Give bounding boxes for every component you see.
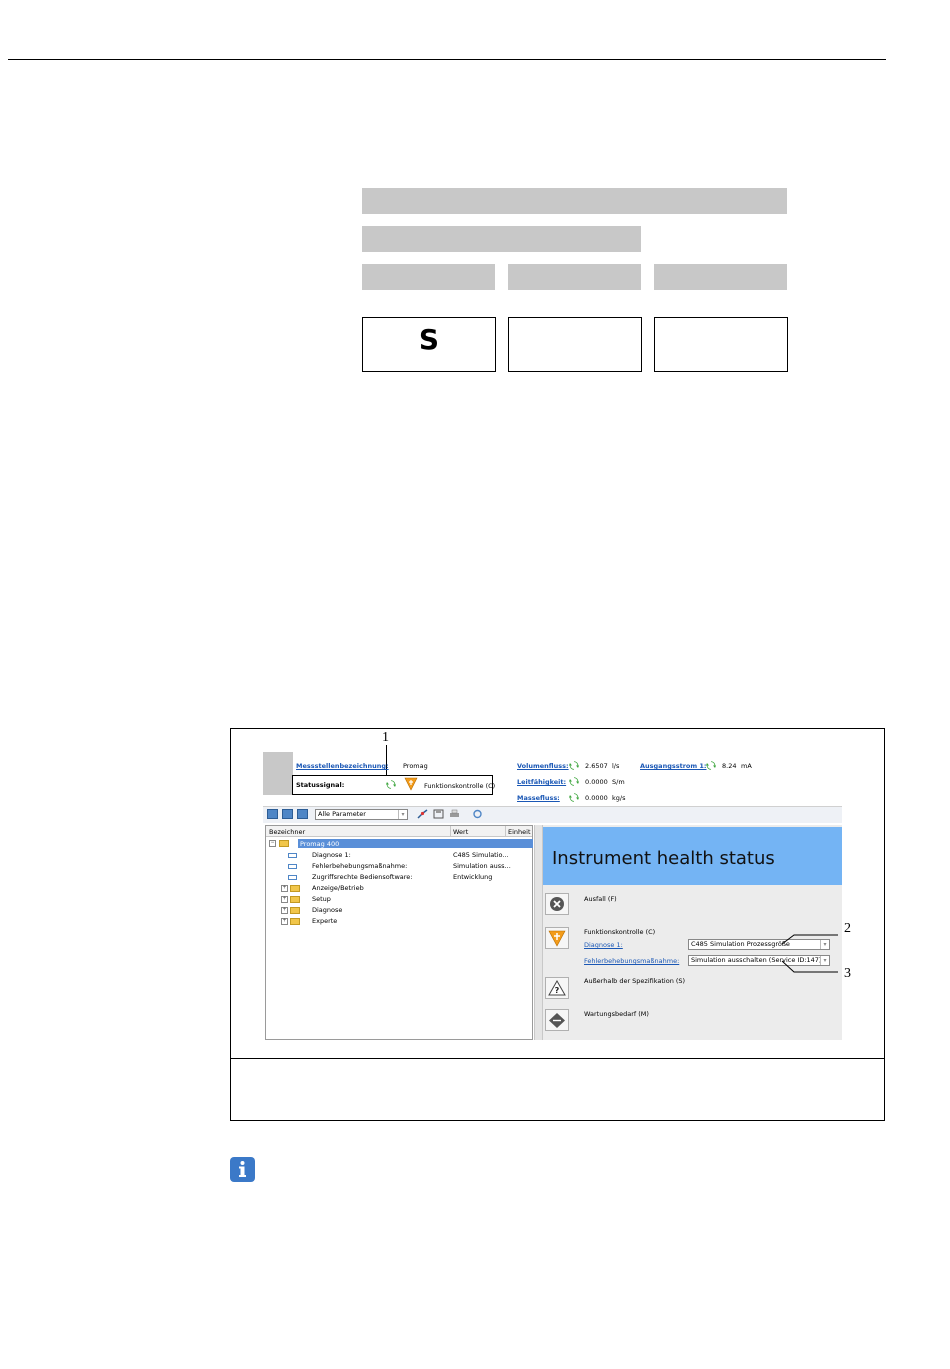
- parameter-filter-value: Alle Parameter: [318, 810, 366, 818]
- collapse-icon[interactable]: −: [270, 840, 275, 846]
- callout-2: 2: [844, 921, 851, 936]
- column-header-wert[interactable]: Wert: [453, 828, 469, 836]
- statussignal-label: Statussignal:: [296, 781, 345, 789]
- chevron-down-icon: ▾: [820, 956, 829, 965]
- volumenfluss-value: 2.6507: [585, 762, 608, 770]
- function-check-icon: [548, 930, 566, 947]
- function-check-status-box: [545, 927, 569, 949]
- expand-icon[interactable]: +: [282, 918, 287, 924]
- callout-1: 1: [382, 730, 389, 745]
- fehlerbehebung-link[interactable]: Fehlerbehebungsmaßnahme:: [584, 957, 680, 965]
- callout-leaders: [780, 925, 845, 985]
- refresh-green-icon: [569, 761, 579, 770]
- tree-folder-label[interactable]: Anzeige/Betrieb: [312, 884, 364, 892]
- failure-status-box: [545, 893, 569, 915]
- wartung-label: Wartungsbedarf (M): [584, 1010, 649, 1018]
- tree-folder-label[interactable]: Experte: [312, 917, 338, 925]
- folder-icon: [290, 907, 300, 914]
- funktionskontrolle-label: Funktionskontrolle (C): [584, 928, 656, 936]
- info-icon: [230, 1157, 255, 1182]
- display-bar-1: [362, 188, 787, 214]
- massefluss-label[interactable]: Massefluss:: [517, 794, 560, 802]
- volumenfluss-label[interactable]: Volumenfluss:: [517, 762, 569, 770]
- expand-icon[interactable]: +: [282, 885, 287, 891]
- status-letter: S: [418, 323, 440, 356]
- ausgangsstrom-value: 8.24: [722, 762, 737, 770]
- health-title: Instrument health status: [552, 848, 775, 869]
- callout-1-line: [386, 745, 387, 775]
- refresh-green-icon: [706, 761, 716, 770]
- connect-icon[interactable]: [417, 809, 428, 819]
- display-bar-3a: [362, 264, 495, 290]
- column-divider: [505, 826, 506, 836]
- panel-splitter[interactable]: [534, 825, 543, 1040]
- refresh-icon[interactable]: [472, 809, 483, 819]
- parameter-icon: [288, 853, 297, 858]
- folder-icon: [290, 885, 300, 892]
- layout-view-3-button[interactable]: [297, 809, 308, 819]
- display-bar-2: [362, 226, 641, 252]
- info-glyph: [230, 1157, 255, 1182]
- chevron-down-icon: ▾: [398, 810, 407, 819]
- leitfaehigkeit-label[interactable]: Leitfähigkeit:: [517, 778, 567, 786]
- display-bar-3c: [654, 264, 787, 290]
- display-bar-3b: [508, 264, 641, 290]
- print-icon[interactable]: [449, 809, 460, 819]
- tree-param-value: Simulation auss...: [453, 862, 511, 870]
- folder-icon: [290, 896, 300, 903]
- top-rule: [8, 59, 886, 60]
- refresh-green-icon: [569, 793, 579, 802]
- tree-root-label: Promag 400: [300, 840, 340, 848]
- failure-x-icon: [549, 896, 565, 912]
- svg-text:?: ?: [554, 986, 560, 995]
- empty-box-2: [508, 317, 642, 372]
- save-icon[interactable]: [433, 809, 444, 819]
- layout-view-2-button[interactable]: [282, 809, 293, 819]
- ausgangsstrom-unit: mA: [741, 762, 752, 770]
- massefluss-value: 0.0000: [585, 794, 608, 802]
- column-header-bezeichner[interactable]: Bezeichner: [269, 828, 306, 836]
- leitfaehigkeit-unit: S/m: [612, 778, 625, 786]
- screenshot-gray-block: [263, 752, 293, 795]
- ausgangsstrom-label[interactable]: Ausgangsstrom 1:: [640, 762, 707, 770]
- tree-param-name[interactable]: Diagnose 1:: [312, 851, 351, 859]
- tree-param-value: C485 Simulatio...: [453, 851, 509, 859]
- out-of-spec-question-icon: [548, 980, 566, 997]
- column-header-einheit[interactable]: Einheit: [508, 828, 531, 836]
- refresh-green-icon: [386, 780, 396, 789]
- messstelle-label[interactable]: Messstellenbezeichnung:: [296, 762, 389, 770]
- expand-icon[interactable]: +: [282, 907, 287, 913]
- column-divider: [450, 826, 451, 836]
- chevron-down-icon: ▾: [820, 940, 829, 949]
- statussignal-value: Funktionskontrolle (C): [424, 782, 496, 790]
- ausfall-label: Ausfall (F): [584, 895, 617, 903]
- folder-open-icon: [279, 840, 289, 847]
- refresh-green-icon: [569, 777, 579, 786]
- messstelle-value: Promag: [403, 762, 428, 770]
- status-symbol-box: [362, 317, 496, 372]
- tree-param-name[interactable]: Fehlerbehebungsmaßnahme:: [312, 862, 408, 870]
- leitfaehigkeit-value: 0.0000: [585, 778, 608, 786]
- out-of-spec-status-box: [545, 977, 569, 999]
- massefluss-unit: kg/s: [612, 794, 626, 802]
- tree-folder-label[interactable]: Diagnose: [312, 906, 343, 914]
- volumenfluss-unit: l/s: [612, 762, 620, 770]
- ausserhalb-label: Außerhalb der Spezifikation (S): [584, 977, 686, 985]
- folder-icon: [290, 918, 300, 925]
- tree-param-value: Entwicklung: [453, 873, 493, 881]
- empty-box-3: [654, 317, 788, 372]
- parameter-icon: [288, 875, 297, 880]
- maintenance-diamond-icon: [548, 1012, 566, 1029]
- parameter-filter-select[interactable]: [315, 809, 408, 820]
- tree-header: [266, 826, 532, 837]
- callout-3: 3: [844, 966, 851, 981]
- fehlerbehebung-field-value: Simulation ausschalten (Service ID:147): [691, 956, 822, 964]
- diagnose-field-value: C485 Simulation Prozessgröße: [691, 940, 790, 948]
- parameter-icon: [288, 864, 297, 869]
- tree-folder-label[interactable]: Setup: [312, 895, 331, 903]
- layout-view-1-button[interactable]: [267, 809, 278, 819]
- maintenance-status-box: [545, 1009, 569, 1031]
- tree-param-name[interactable]: Zugriffsrechte Bediensoftware:: [312, 873, 413, 881]
- figure-caption-divider: [230, 1058, 885, 1059]
- expand-icon[interactable]: +: [282, 896, 287, 902]
- diagnose-link[interactable]: Diagnose 1:: [584, 941, 623, 949]
- function-check-icon: [404, 777, 418, 791]
